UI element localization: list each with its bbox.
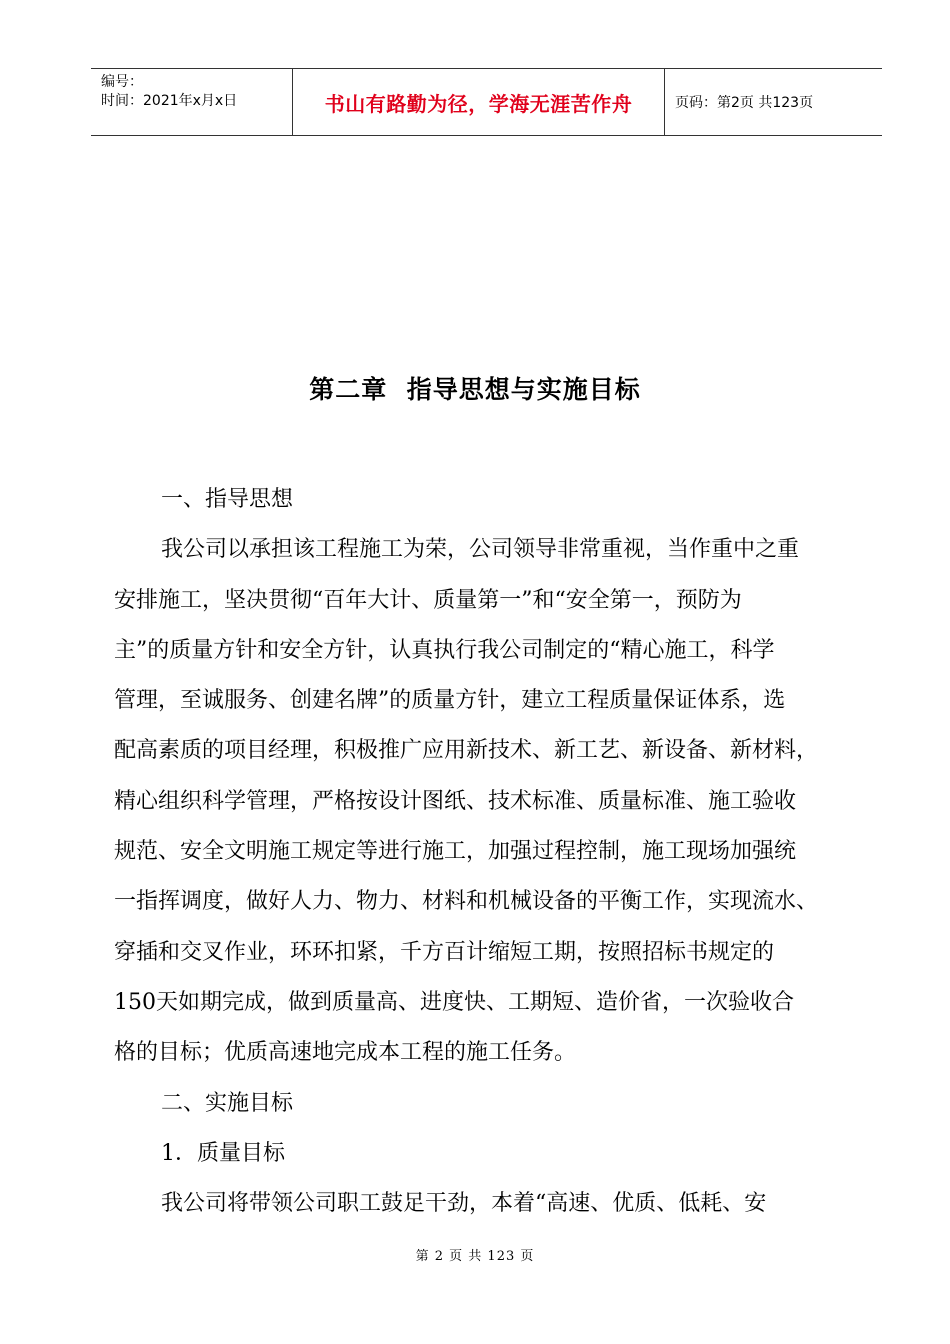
date-label: 时间：2021年x月x日 xyxy=(101,93,238,109)
section-heading: 二、实施目标 xyxy=(161,1090,294,1116)
document-body xyxy=(114,475,874,1229)
paragraph-line: 精心组织科学管理，严格按设计图纸、技术标准、质量标准、施工验收 xyxy=(114,788,797,814)
subsection-heading: 1．质量目标 xyxy=(161,1140,285,1166)
paragraph-line: 管理，至诚服务、创建名牌”的质量方针，建立工程质量保证体系，选 xyxy=(114,688,786,714)
paragraph-line: 我公司将带领公司职工鼓足干劲，本着“高速、优质、低耗、安 xyxy=(161,1191,767,1217)
paragraph-line: 150天如期完成，做到质量高、进度快、工期短、造价省，一次验收合 xyxy=(114,989,794,1015)
paragraph-line: 配高素质的项目经理，积极推广应用新技术、新工艺、新设备、新材料， xyxy=(114,738,819,764)
paragraph-line: 我公司以承担该工程施工为荣，公司领导非常重视，当作重中之重 xyxy=(161,537,800,563)
paragraph-line: 穿插和交叉作业，环环扣紧，千方百计缩短工期，按照招标书规定的 xyxy=(114,939,775,965)
paragraph-line: 一指挥调度，做好人力、物力、材料和机械设备的平衡工作，实现流水、 xyxy=(114,889,819,915)
page-footer: 第 2 页 共 123 页 xyxy=(415,1249,535,1264)
paragraph-line: 规范、安全文明施工规定等进行施工，加强过程控制，施工现场加强统 xyxy=(114,839,797,865)
header-motto: 书山有路勤为径，学海无涯苦作舟 xyxy=(293,69,665,135)
paragraph-line: 格的目标；优质高速地完成本工程的施工任务。 xyxy=(114,1040,577,1066)
header-page-info: 页码：第2页 共123页 xyxy=(675,95,814,111)
header-meta-cell xyxy=(91,69,293,135)
page-header xyxy=(91,68,882,136)
section-heading: 一、指导思想 xyxy=(161,487,294,512)
paragraph-line: 主”的质量方针和安全方针，认真执行我公司制定的“精心施工，科学 xyxy=(114,637,775,663)
chapter-title: 第二章 指导思想与实施目标 xyxy=(309,375,641,404)
serial-number-label: 编号： xyxy=(101,74,143,90)
paragraph-line: 安排施工，坚决贯彻“百年大计、质量第一”和“安全第一，预防为 xyxy=(114,587,742,613)
